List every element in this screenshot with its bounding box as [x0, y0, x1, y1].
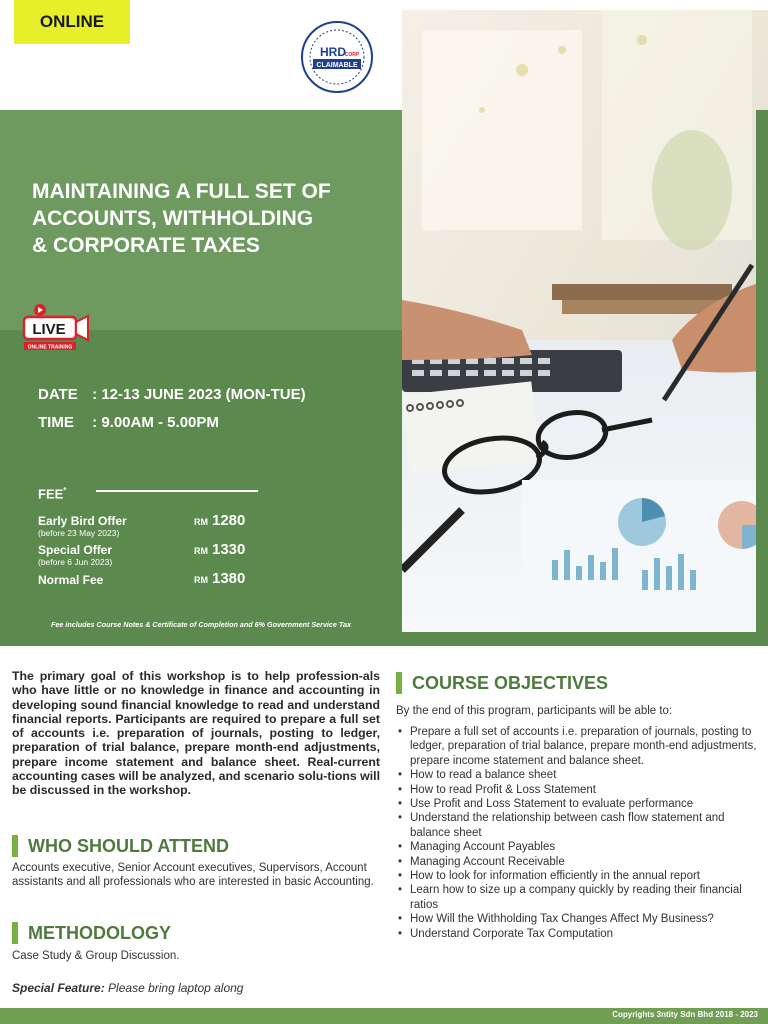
fee-item-normal [38, 573, 103, 587]
date-row [38, 386, 306, 403]
date-value: : 12-13 JUNE 2023 (MON-TUE) [92, 386, 306, 403]
course-title [32, 178, 392, 259]
course-objectives-intro: By the end of this program, participants will be able to: [396, 705, 673, 717]
photo-frame-bottom [402, 632, 768, 646]
live-logo-word: LIVE [32, 321, 66, 338]
fee-price-normal [194, 570, 245, 587]
fee-item-early-bird [38, 514, 127, 538]
list-item: • Understand Corporate Tax Computation [396, 927, 764, 941]
list-item: • Managing Account Receivable [396, 855, 764, 869]
heading-accent-bar [12, 835, 18, 857]
fee-heading-mark: * [63, 486, 67, 495]
who-should-attend-heading [12, 835, 229, 857]
course-title-line: MAINTAINING A FULL SET OF [32, 180, 331, 203]
fee-amount: 1280 [212, 512, 246, 529]
live-online-training-logo [22, 302, 92, 354]
fee-currency: RM [194, 517, 208, 527]
fee-heading-text: FEE [38, 486, 64, 502]
fee-item-name: Special Offer [38, 543, 113, 557]
list-item: • Understand the relationship between cash flow statement and balance sheet [396, 811, 764, 840]
list-item: • Use Profit and Loss Statement to evaluate performance [396, 797, 764, 811]
photo-frame-side [756, 110, 768, 646]
course-title-line: & CORPORATE TAXES [32, 234, 260, 257]
list-item: • Prepare a full set of accounts i.e. preparation of journals, posting to ledger, preparation of trial balance, prepare month-end adjustments, prepare income statement and balance sheet. [396, 725, 764, 768]
course-objectives-list [396, 725, 764, 941]
fee-price-early-bird [194, 512, 245, 529]
footer-bar [0, 1008, 768, 1024]
special-feature [12, 981, 243, 995]
fee-item-name: Early Bird Offer [38, 514, 127, 528]
fee-divider [96, 490, 258, 492]
date-label: DATE [38, 386, 78, 403]
seal-claimable-text: CLAIMABLE [316, 62, 358, 69]
fee-item-name: Normal Fee [38, 573, 104, 587]
workshop-intro: The primary goal of this workshop is to help profession-als who have little or no knowledge in finance and accounting in developing sound financial knowledge to read and understand financial reports. Participants are required to prepare a full set of accounts i.e. preparation of journals, posting to ledger, preparation of trial balance, prepare month-end adjustments, prepare income statement and balance sheet. Real-current accounting cases will be analyzed, and scenario solu-tions will be discussed in the workshop. [12, 669, 380, 798]
methodology-heading [12, 922, 171, 944]
list-item: • How to look for information efficiently in the annual report [396, 869, 764, 883]
special-feature-text: Please bring laptop along [108, 981, 244, 995]
list-item: • How to read a balance sheet [396, 768, 764, 782]
hrd-corp-claimable-seal [300, 20, 374, 94]
list-item: • How Will the Withholding Tax Changes Affect My Business? [396, 912, 764, 926]
heading-accent-bar [12, 922, 18, 944]
heading-accent-bar [396, 672, 402, 694]
fee-item-note: (before 6 Jun 2023) [38, 557, 113, 567]
live-logo-caption: ONLINE TRAINING [27, 344, 73, 351]
course-objectives-heading [396, 672, 608, 694]
fee-item-note: (before 23 May 2023) [38, 528, 120, 538]
list-item: • Managing Account Payables [396, 840, 764, 854]
list-item: • Learn how to size up a company quickly by reading their financial ratios [396, 883, 764, 912]
course-title-line: ACCOUNTS, WITHHOLDING [32, 207, 314, 230]
list-item: • How to read Profit & Loss Statement [396, 783, 764, 797]
fee-currency: RM [194, 575, 208, 585]
methodology-title: METHODOLOGY [28, 922, 171, 943]
copyright-text: Copyrights 3ntity Sdn Bhd 2018 - 2023 [612, 1010, 758, 1019]
online-badge [14, 0, 130, 44]
fee-footnote: Fee includes Course Notes & Certificate of Completion and 6% Government Service Tax [50, 620, 352, 629]
fee-item-special [38, 543, 112, 567]
fee-amount: 1380 [212, 570, 246, 587]
seal-hrd-text: HRD [320, 45, 346, 59]
fee-amount: 1330 [212, 541, 246, 558]
fee-currency: RM [194, 546, 208, 556]
seal-corp-text: CORP [344, 52, 360, 58]
special-feature-label: Special Feature: [12, 981, 105, 995]
desk-accounting-photo [402, 10, 768, 632]
course-objectives-title: COURSE OBJECTIVES [412, 672, 609, 693]
fee-price-special [194, 541, 245, 558]
who-should-attend-text: Accounts executive, Senior Account executives, Supervisors, Account assistants and all professionals who are interested in basic Accounting. [12, 862, 374, 888]
who-should-attend-title: WHO SHOULD ATTEND [28, 835, 229, 856]
methodology-text: Case Study & Group Discussion. [12, 950, 180, 962]
fee-heading [38, 486, 66, 501]
time-row [38, 414, 219, 431]
time-value: : 9.00AM - 5.00PM [92, 414, 219, 431]
time-label: TIME [38, 414, 74, 431]
online-badge-label: ONLINE [39, 12, 105, 31]
